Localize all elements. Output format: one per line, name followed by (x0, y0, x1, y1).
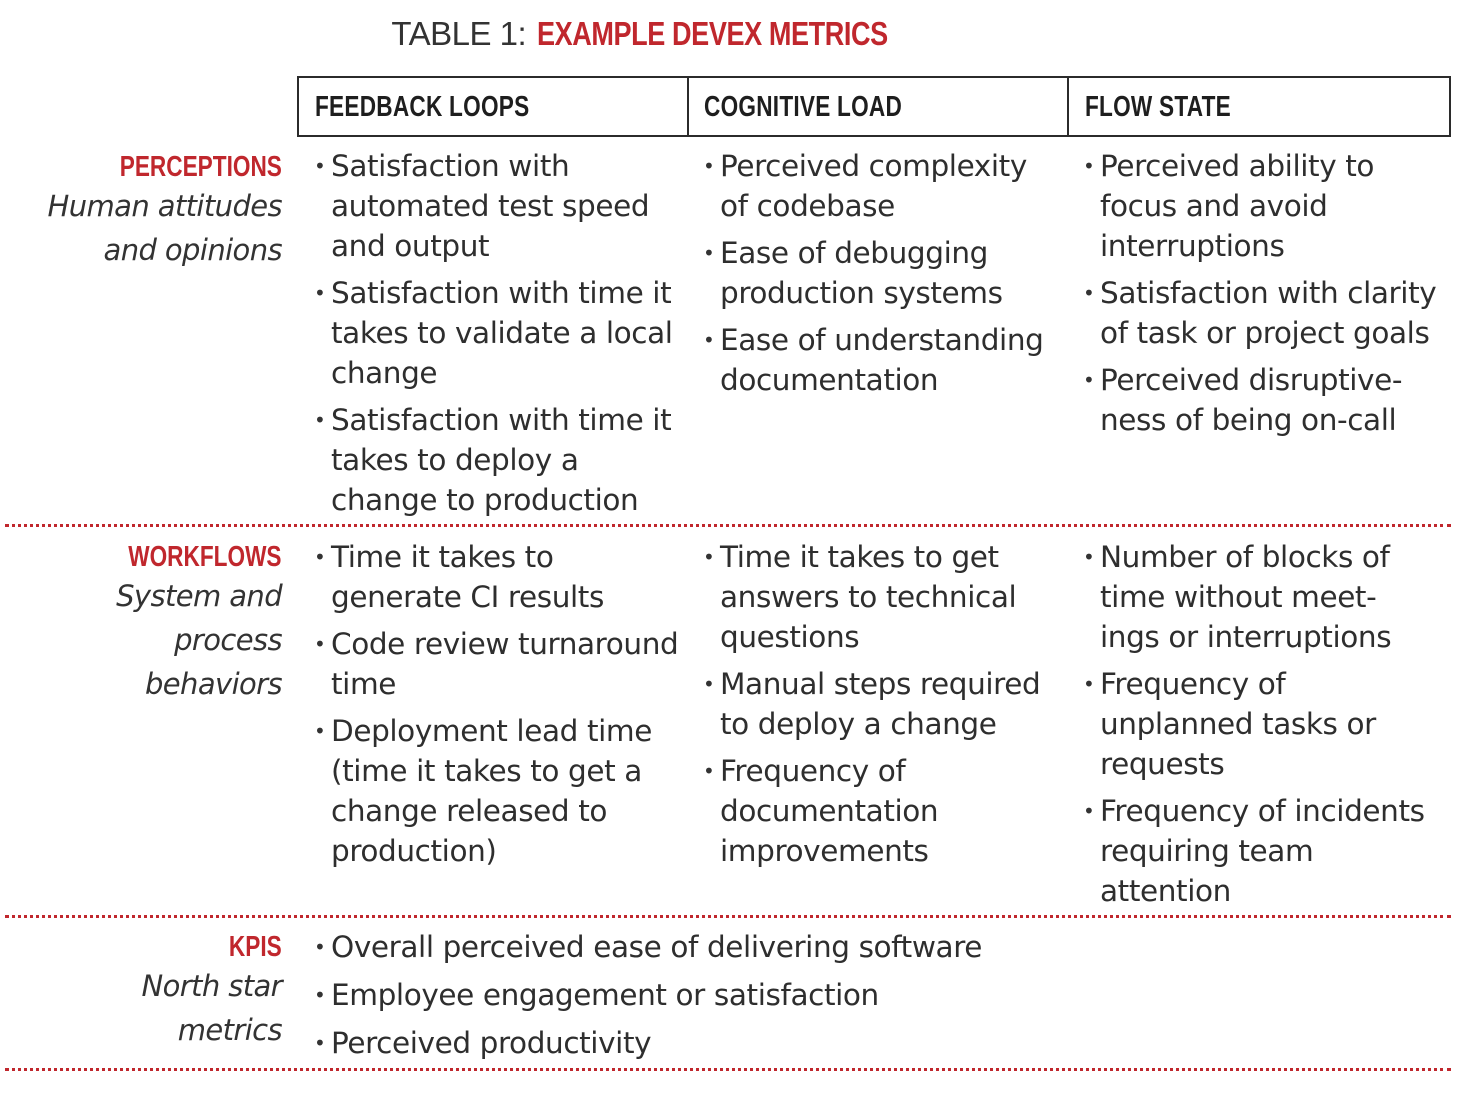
list-item: • Time it takes to get answers to technical questions (703, 537, 1058, 657)
column-header-flow-state: FLOW STATE (1085, 91, 1231, 123)
row-name: KPIS (229, 931, 282, 963)
list-item: • Satisfaction with automated test speed and output (314, 146, 679, 266)
cell-perceptions-cognitive-load (703, 146, 1058, 407)
list-item: • Perceived productivity (314, 1023, 1414, 1063)
list-item: • Ease of debugging production systems (703, 233, 1058, 313)
list-item: • Deployment lead time (time it takes to get a change released to production) (314, 711, 679, 871)
list-item: • Code review turnaround time (314, 624, 679, 704)
cell-workflows-cognitive-load (703, 537, 1058, 878)
column-header-feedback-loops: FEEDBACK LOOPS (315, 91, 530, 123)
column-divider (687, 78, 689, 135)
row-label-kpis (141, 930, 282, 1052)
list-item: • Number of blocks of time without meet- ings or interruptions (1083, 537, 1443, 657)
list-item: • Perceived complexity of codebase (703, 146, 1058, 226)
cell-workflows-feedback-loops (314, 537, 679, 878)
cell-workflows-flow-state (1083, 537, 1443, 918)
row-divider (5, 524, 1451, 527)
row-name: WORKFLOWS (128, 541, 282, 573)
row-subtitle-line: Human attitudes (47, 189, 282, 223)
list-item: • Frequency of documentation improvements (703, 751, 1058, 871)
table-title-accent: EXAMPLE DEVEX METRICS (536, 15, 888, 52)
column-header-cognitive-load: COGNITIVE LOAD (704, 91, 903, 123)
cell-kpis (314, 927, 1414, 1071)
row-subtitle-line: System and (116, 579, 282, 613)
table-title (0, 10, 1356, 58)
column-divider (1067, 78, 1069, 135)
cell-perceptions-flow-state (1083, 146, 1443, 447)
row-label-perceptions (48, 150, 282, 272)
row-label-workflows (85, 540, 282, 706)
list-item: • Satisfaction with time it takes to deploy a change to production (314, 400, 679, 520)
list-item: • Perceived disruptive- ness of being on-call (1083, 360, 1443, 440)
list-item: • Overall perceived ease of delivering software (314, 927, 1414, 967)
row-subtitle-line: metrics (177, 1013, 282, 1047)
row-subtitle-line: behaviors (145, 667, 282, 701)
list-item: • Ease of understanding documentation (703, 320, 1058, 400)
list-item: • Frequency of unplanned tasks or requests (1083, 664, 1443, 784)
list-item: • Time it takes to generate CI results (314, 537, 679, 617)
list-item: • Manual steps required to deploy a change (703, 664, 1058, 744)
row-subtitle-line: process (174, 623, 282, 657)
row-divider (5, 1068, 1451, 1071)
list-item: • Frequency of incidents requiring team attention (1083, 791, 1443, 911)
row-subtitle-line: North star (141, 969, 282, 1003)
list-item: • Satisfaction with clarity of task or project goals (1083, 273, 1443, 353)
column-header-row (297, 76, 1451, 137)
list-item: • Employee engagement or satisfaction (314, 975, 1414, 1015)
cell-perceptions-feedback-loops (314, 146, 679, 527)
table-title-prefix: TABLE 1: (391, 15, 535, 52)
list-item: • Satisfaction with time it takes to validate a local change (314, 273, 679, 393)
row-subtitle-line: and opinions (103, 233, 282, 267)
row-divider (5, 915, 1451, 918)
list-item: • Perceived ability to focus and avoid interruptions (1083, 146, 1443, 266)
row-name: PERCEPTIONS (119, 151, 282, 183)
